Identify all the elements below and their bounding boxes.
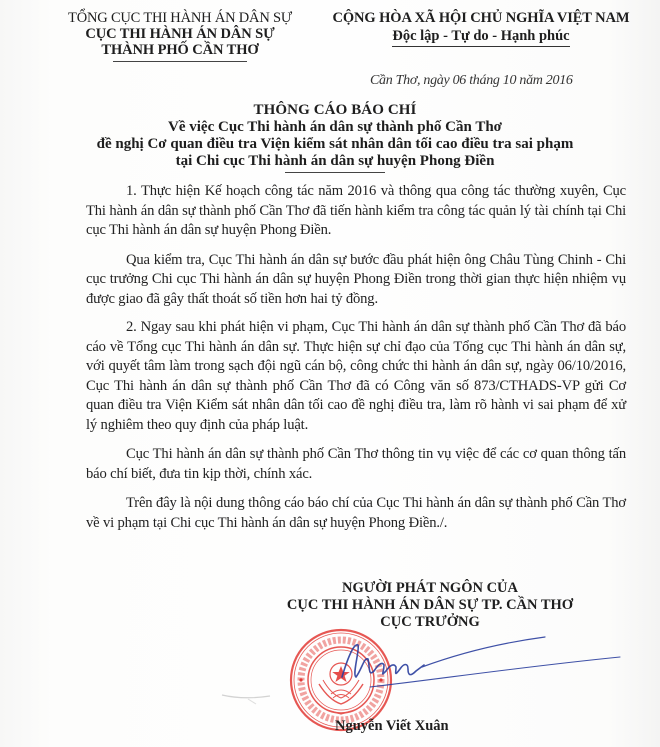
agency-name: CỤC THI HÀNH ÁN DÂN SỰ: [85, 26, 275, 42]
document-title: THÔNG CÁO BÁO CHÍ: [253, 102, 417, 118]
national-header: [306, 10, 656, 47]
parent-agency: TỔNG CỤC THI HÀNH ÁN DÂN SỰ: [68, 10, 292, 26]
country-name: CỘNG HÒA XÃ HỘI CHỦ NGHĨA VIỆT NAM: [332, 10, 630, 26]
paragraph: Cục Thi hành án dân sự thành phố Cần Thơ thông tin vụ việc để các cơ quan thông tấn báo chí biết, đưa tin kịp thời, chính xác.: [86, 446, 626, 482]
signer-title: CỤC TRƯỞNG: [380, 614, 480, 630]
agency-city: THÀNH PHỐ CẦN THƠ: [101, 42, 259, 58]
paragraph: Qua kiểm tra, Cục Thi hành án dân sự bước đầu phát hiện ông Châu Tùng Chinh - Chi cục trưởng Chi cục Thi hành án dân sự huyện Phong Điền trong thời gian thực hiện nhiệm vụ được giao đã gây thất thoát số tiền hơn hai tỷ đồng.: [86, 251, 626, 307]
header-left-divider: [113, 61, 247, 62]
title-divider: [285, 172, 385, 173]
paragraph: Trên đây là nội dung thông cáo báo chí của Cục Thi hành án dân sự thành phố Cần Thơ về vi phạm tại Chi cục Thi hành án dân sự huyện Phong Điền./.: [86, 495, 626, 531]
signer-org-line: CỤC THI HÀNH ÁN DÂN SỰ TP. CẦN THƠ: [286, 597, 574, 613]
place-date: Cần Thơ, ngày 06 tháng 10 năm 2016: [370, 73, 573, 88]
subtitle-line: đề nghị Cơ quan điều tra Viện kiểm sát nhân dân tối cao điều tra sai phạm: [96, 136, 574, 152]
scan-smudge: [220, 685, 290, 705]
subtitle-line: Về việc Cục Thi hành án dân sự thành phố Cần Thơ: [168, 119, 502, 135]
signer-name: Nguyễn Viết Xuân: [335, 718, 449, 734]
signer-role-line: NGƯỜI PHÁT NGÔN CỦA: [341, 580, 519, 596]
issuing-agency-header: [60, 10, 300, 62]
title-block: [40, 102, 630, 173]
subtitle-line: tại Chi cục Thi hành án dân sự huyện Phong Điền: [175, 153, 495, 169]
handwritten-signature: [330, 635, 630, 715]
paragraph: 1. Thực hiện Kế hoạch công tác năm 2016 và thông qua công tác thường xuyên, Cục Thi hành án dân sự thành phố Cần Thơ đã tiến hành kiểm tra công tác quản lý tài chính tại Chi cục Thi hành án dân sự huyện Phong Điền.: [86, 183, 626, 238]
national-motto: Độc lập - Tự do - Hạnh phúc: [392, 28, 569, 47]
paragraph: 2. Ngay sau khi phát hiện vi phạm, Cục Thi hành án dân sự thành phố Cần Thơ đã báo cáo về Tổng cục Thi hành án dân sự. Thực hiện sự chỉ đạo của Tổng cục Thi hành án dân sự, với quyết tâm làm trong sạch đội ngũ cán bộ, công chức thi hành án dân sự, ngày 06/10/2016, Cục Thi hành án dân sự thành phố Cần Thơ đã có Công văn số 873/CTHADS-VP gửi Cơ quan điều tra Viện Kiểm sát nhân dân tối cao đề nghị điều tra, làm rõ hành vi sai phạm để xử lý nghiêm theo quy định của pháp luật.: [86, 319, 626, 433]
signature-block: [200, 580, 660, 631]
document-body: [86, 182, 626, 543]
